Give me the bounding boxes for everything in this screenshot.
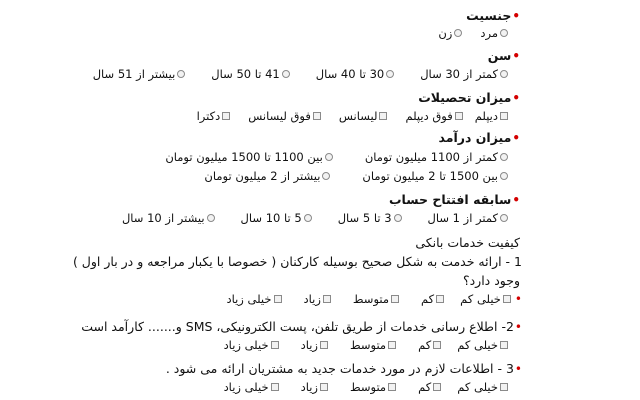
q3-option-medium[interactable]: متوسط (350, 380, 398, 394)
radio-icon[interactable] (394, 214, 402, 222)
checkbox-icon[interactable] (271, 383, 279, 391)
q1-option-low[interactable]: کم (421, 292, 446, 306)
radio-icon[interactable] (325, 153, 333, 161)
radio-icon[interactable] (322, 172, 330, 180)
q3-option-high[interactable]: زیاد (301, 380, 330, 394)
question-1-scale (226, 292, 522, 306)
income-options-row1 (165, 150, 510, 164)
age-option-4[interactable]: بیشتر از 51 سال (93, 67, 188, 81)
section-title: کیفیت خدمات بانکی (415, 235, 520, 250)
radio-icon[interactable] (500, 70, 508, 78)
checkbox-icon[interactable] (500, 383, 508, 391)
gender-option-male[interactable]: مرد (480, 26, 510, 40)
age-question-label: •سن (487, 48, 520, 63)
q1-option-medium[interactable]: متوسط (353, 292, 401, 306)
gender-options (438, 26, 510, 40)
checkbox-icon[interactable] (391, 295, 399, 303)
q2-option-very-low[interactable]: خیلی کم (457, 338, 510, 352)
radio-icon[interactable] (207, 214, 215, 222)
required-star: • (514, 292, 522, 306)
education-option-phd[interactable]: دکترا (197, 109, 233, 123)
checkbox-icon[interactable] (455, 112, 463, 120)
account-option-1[interactable]: کمتر از 1 سال (428, 211, 510, 225)
checkbox-icon[interactable] (433, 383, 441, 391)
income-question-label: •میزان درآمد (438, 130, 520, 145)
education-option-master[interactable]: فوق لیسانس (248, 109, 323, 123)
q2-option-high[interactable]: زیاد (301, 338, 330, 352)
q2-option-medium[interactable]: متوسط (350, 338, 398, 352)
radio-icon[interactable] (282, 70, 290, 78)
account-option-2[interactable]: 3 تا 5 سال (338, 211, 404, 225)
age-option-2[interactable]: 30 تا 40 سال (316, 67, 396, 81)
q3-option-low[interactable]: کم (418, 380, 443, 394)
checkbox-icon[interactable] (320, 383, 328, 391)
checkbox-icon[interactable] (320, 341, 328, 349)
checkbox-icon[interactable] (436, 295, 444, 303)
checkbox-icon[interactable] (379, 112, 387, 120)
income-option-3[interactable]: بین 1500 تا 2 میلیون تومان (362, 169, 510, 183)
education-options (197, 109, 510, 123)
income-option-4[interactable]: بیشتر از 2 میلیون تومان (204, 169, 332, 183)
question-1-line2: وجود دارد؟ (462, 273, 520, 288)
account-option-4[interactable]: بیشتر از 10 سال (122, 211, 217, 225)
question-1-line1: 1 - ارائه خدمت به شکل صحیح بوسیله کارکنان ( خصوصا با یکبار مراجعه و در بار اول ) (72, 254, 522, 269)
radio-icon[interactable] (454, 29, 462, 37)
q1-option-very-high[interactable]: خیلی زیاد (226, 292, 283, 306)
question-2-label: •2- اطلاع رسانی خدمات از طریق تلفن، پست الکترونیکی، SMS و....... کارآمد است (81, 319, 522, 334)
checkbox-icon[interactable] (274, 295, 282, 303)
q3-option-very-high[interactable]: خیلی زیاد (224, 380, 281, 394)
q2-option-very-high[interactable]: خیلی زیاد (224, 338, 281, 352)
checkbox-icon[interactable] (323, 295, 331, 303)
education-option-bachelor[interactable]: لیسانس (339, 109, 390, 123)
checkbox-icon[interactable] (500, 112, 508, 120)
education-option-diploma[interactable]: دیپلم (475, 109, 510, 123)
q1-option-high[interactable]: زیاد (304, 292, 333, 306)
checkbox-icon[interactable] (388, 341, 396, 349)
account-option-3[interactable]: 5 تا 10 سال (241, 211, 314, 225)
income-option-2[interactable]: بین 1100 تا 1500 میلیون تومان (165, 150, 335, 164)
radio-icon[interactable] (500, 214, 508, 222)
radio-icon[interactable] (304, 214, 312, 222)
income-options-row2 (204, 169, 510, 183)
checkbox-icon[interactable] (222, 112, 230, 120)
education-option-associate[interactable]: فوق دیپلم (405, 109, 464, 123)
checkbox-icon[interactable] (433, 341, 441, 349)
q2-option-low[interactable]: کم (418, 338, 443, 352)
checkbox-icon[interactable] (388, 383, 396, 391)
radio-icon[interactable] (177, 70, 185, 78)
gender-question-label: •جنسیت (466, 8, 520, 23)
age-option-3[interactable]: 41 تا 50 سال (211, 67, 291, 81)
checkbox-icon[interactable] (313, 112, 321, 120)
radio-icon[interactable] (386, 70, 394, 78)
radio-icon[interactable] (500, 172, 508, 180)
account-options (122, 211, 510, 225)
age-option-1[interactable]: کمتر از 30 سال (420, 67, 510, 81)
question-3-label: •3 - اطلاعات لازم در مورد خدمات جدید به مشتریان ارائه می شود . (165, 361, 522, 376)
q3-option-very-low[interactable]: خیلی کم (457, 380, 510, 394)
radio-icon[interactable] (500, 29, 508, 37)
question-2-scale (224, 338, 510, 352)
income-option-1[interactable]: کمتر از 1100 میلیون تومان (365, 150, 510, 164)
education-question-label: •میزان تحصیلات (418, 90, 520, 105)
radio-icon[interactable] (500, 153, 508, 161)
checkbox-icon[interactable] (500, 341, 508, 349)
age-options (93, 67, 510, 81)
account-question-label: •سابقه افتتاح حساب (389, 192, 520, 207)
q1-option-very-low[interactable]: خیلی کم (460, 292, 513, 306)
gender-option-female[interactable]: زن (438, 26, 464, 40)
checkbox-icon[interactable] (271, 341, 279, 349)
question-3-scale (224, 380, 510, 394)
checkbox-icon[interactable] (503, 295, 511, 303)
